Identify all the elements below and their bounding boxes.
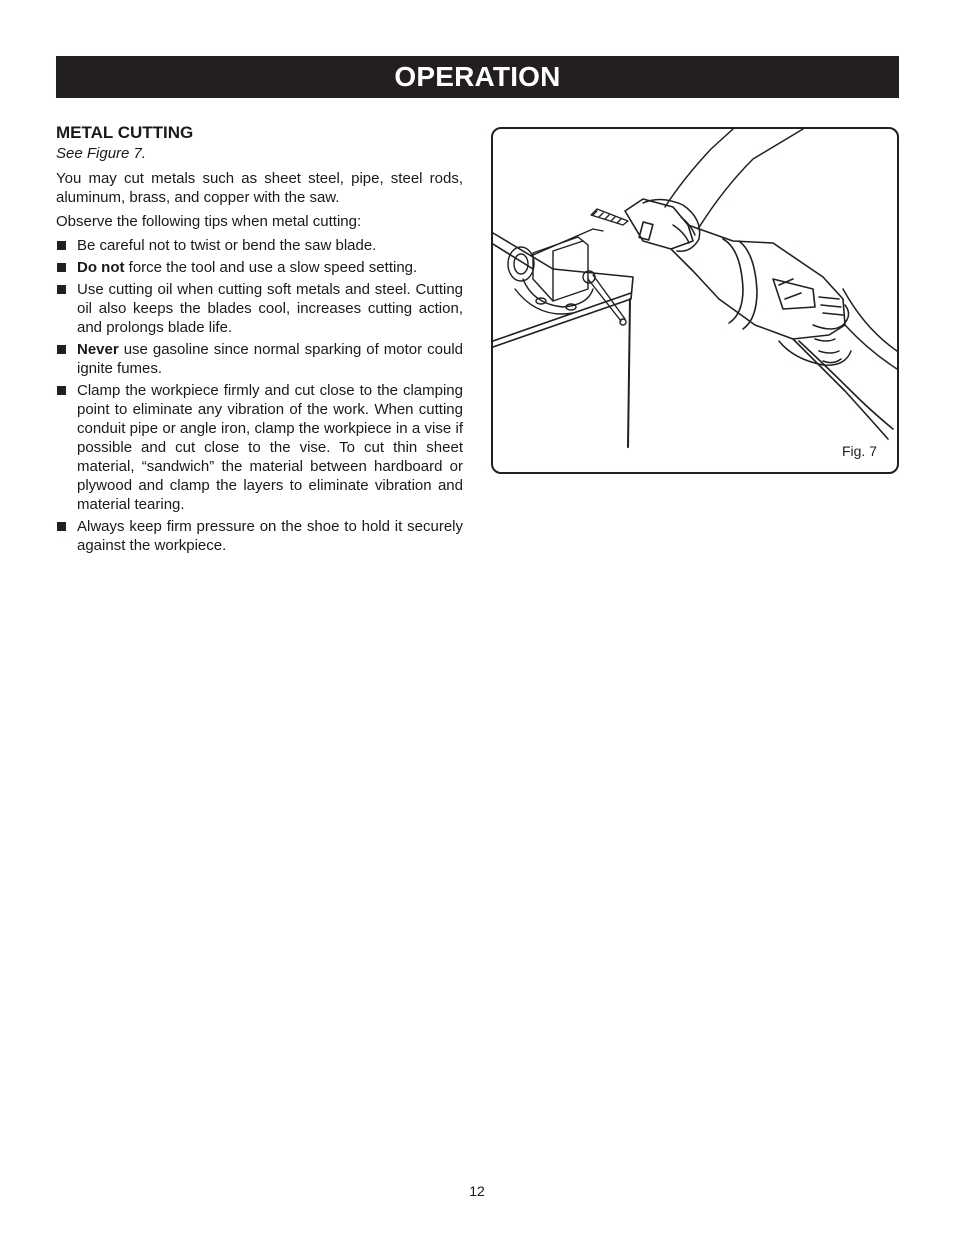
list-item: [56, 517, 463, 555]
tip-text: Clamp the workpiece firmly and cut close to the clamping point to eliminate any vibration of the work. When cutting conduit pipe or angle iron, clamp the workpiece in a vise if possible and cut close to the vise. To cut thin sheet material, “sandwich” the material between hardboard or plywood and clamp the layers to eliminate vibration and material tearing.: [77, 382, 463, 513]
metal-cutting-column: [56, 123, 463, 558]
intro-paragraph: You may cut metals such as sheet steel, pipe, steel rods, aluminum, brass, and copper with the saw.: [56, 170, 463, 206]
page-number: 12: [469, 1183, 485, 1199]
tip-bold: Never: [77, 341, 119, 358]
see-figure-note: See Figure 7.: [56, 145, 147, 162]
list-item: [56, 340, 463, 378]
square-bullet-icon: [57, 241, 66, 250]
tip-text: Be careful not to twist or bend the saw blade.: [77, 237, 377, 254]
square-bullet-icon: [57, 263, 66, 272]
list-item: [56, 280, 463, 337]
square-bullet-icon: [57, 522, 66, 531]
list-item: [56, 381, 463, 514]
tips-list: [56, 236, 463, 555]
figure-label: Fig. 7: [841, 443, 877, 459]
list-item: [56, 236, 463, 255]
tip-text: Use cutting oil when cutting soft metals and steel. Cutting oil also keeps the blades cool, increases cutting action, and prolongs blade life.: [77, 281, 463, 336]
square-bullet-icon: [57, 345, 66, 354]
section-title: OPERATION: [394, 61, 561, 92]
reciprocating-saw-vise-illustration: [493, 129, 897, 472]
tips-intro: Observe the following tips when metal cutting:: [56, 213, 362, 230]
square-bullet-icon: [57, 285, 66, 294]
tip-text: use gasoline since normal sparking of motor could ignite fumes.: [77, 341, 463, 377]
tip-text: force the tool and use a slow speed setting.: [124, 259, 418, 276]
list-item: [56, 258, 463, 277]
square-bullet-icon: [57, 386, 66, 395]
tip-text: Always keep firm pressure on the shoe to hold it securely against the workpiece.: [77, 518, 463, 554]
figure-7-box: [491, 127, 899, 474]
metal-cutting-heading: METAL CUTTING: [56, 123, 194, 142]
section-banner: [56, 56, 899, 98]
tip-bold: Do not: [77, 259, 125, 276]
